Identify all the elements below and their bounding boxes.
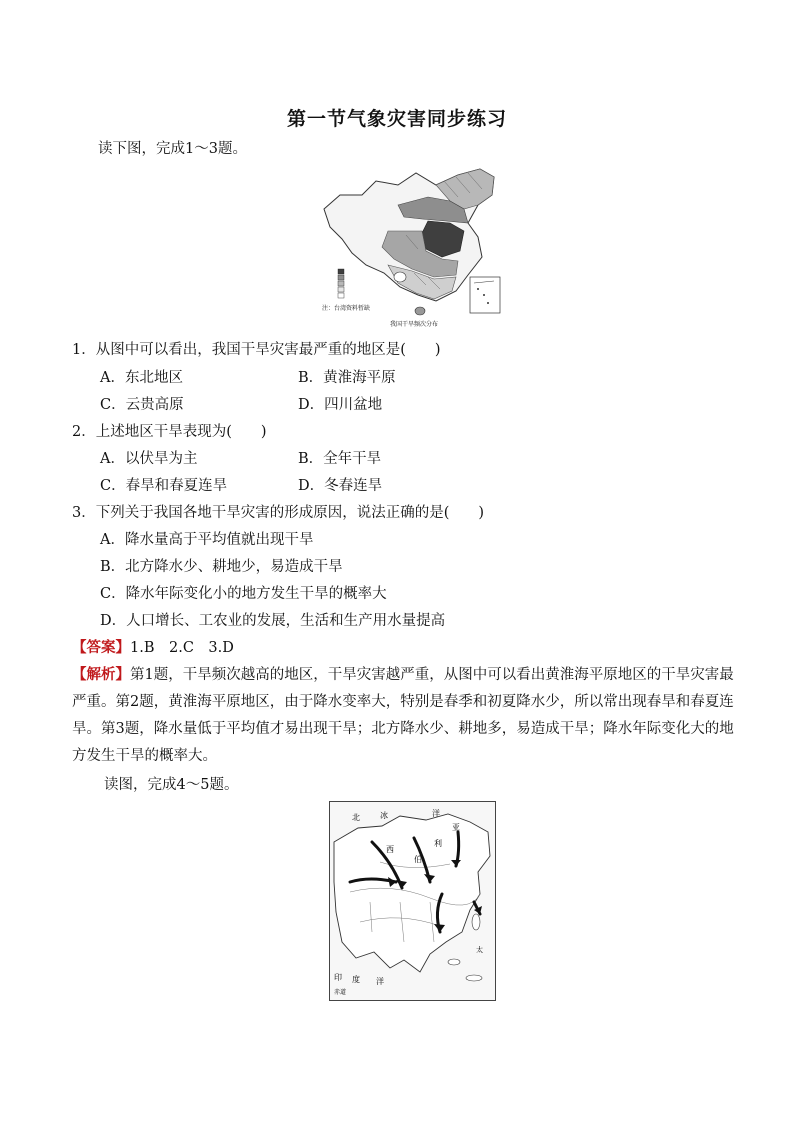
question-3-option-c: C．降水年际变化小的地方发生干旱的概率大	[100, 586, 387, 602]
intro-4-5: 读图，完成4～5题。	[104, 777, 239, 793]
question-3-option-a: A．降水量高于平均值就出现干旱	[100, 532, 314, 548]
label-ocean-north: 洋	[432, 809, 440, 818]
label-ice: 冰	[380, 811, 388, 820]
question-2-stem: 2．上述地区干旱表现为( )	[72, 424, 267, 440]
label-xi: 西	[386, 845, 394, 854]
analysis-line-3: 旱。第3题，降水量低于平均值才易出现干旱；北方降水少、耕地多，易造成干旱；降水年际变化大的地	[72, 721, 734, 737]
label-tai: 太	[476, 946, 483, 954]
question-2-option-b: B．全年干旱	[298, 451, 382, 467]
figure1-note: 注：台湾资料暂缺	[322, 305, 371, 312]
label-bo: 伯	[414, 855, 422, 864]
question-3-option-b: B．北方降水少、耕地少，易造成干旱	[100, 559, 343, 575]
answer-text: 1.B 2.C 3.D	[130, 640, 234, 656]
question-2-option-c: C．春旱和春夏连旱	[100, 478, 228, 494]
label-ya: 亚	[452, 823, 460, 832]
intro-1-3: 读下图，完成1～3题。	[98, 141, 247, 157]
question-1-option-d: D．四川盆地	[298, 397, 383, 413]
label-du: 度	[352, 975, 360, 984]
label-ocean-south: 洋	[376, 977, 384, 986]
question-2-option-d: D．冬春连旱	[298, 478, 383, 494]
label-equator: 赤道	[334, 989, 347, 996]
analysis-label: 【解析】	[72, 666, 130, 683]
asia-map-figure	[329, 801, 496, 1001]
question-1-stem: 1．从图中可以看出，我国干旱灾害最严重的地区是( )	[72, 342, 441, 358]
china-drought-map-figure	[318, 165, 504, 327]
answer-label: 【答案】	[72, 639, 130, 656]
analysis-line-2: 严重。第2题，黄淮海平原地区，由于降水变率大，特别是春季和初夏降水少，所以常出现春旱和春夏连	[72, 694, 734, 710]
question-3-option-d: D．人口增长、工农业的发展，生活和生产用水量提高	[100, 613, 446, 629]
label-li: 利	[434, 839, 442, 848]
analysis-line-1	[72, 663, 734, 684]
page-title: 第一节气象灾害同步练习	[286, 108, 507, 130]
figure1-caption: 我国干旱频次分布	[390, 321, 439, 328]
question-3-stem: 3．下列关于我国各地干旱灾害的形成原因，说法正确的是( )	[72, 505, 485, 521]
question-1-option-b: B．黄淮海平原	[298, 370, 396, 386]
question-1-option-c: C．云贵高原	[100, 397, 184, 413]
question-2-option-a: A．以伏旱为主	[100, 451, 198, 467]
answer-line	[72, 636, 234, 657]
label-yin: 印	[334, 973, 342, 982]
analysis-line-4: 方发生干旱的概率大。	[72, 748, 217, 764]
asia-map	[330, 802, 495, 1000]
analysis-text-1: 第1题，干旱频次越高的地区，干旱灾害越严重，从图中可以看出黄淮海平原地区的干旱灾害最	[130, 667, 734, 683]
label-north: 北	[352, 813, 360, 822]
question-1-option-a: A．东北地区	[100, 370, 183, 386]
